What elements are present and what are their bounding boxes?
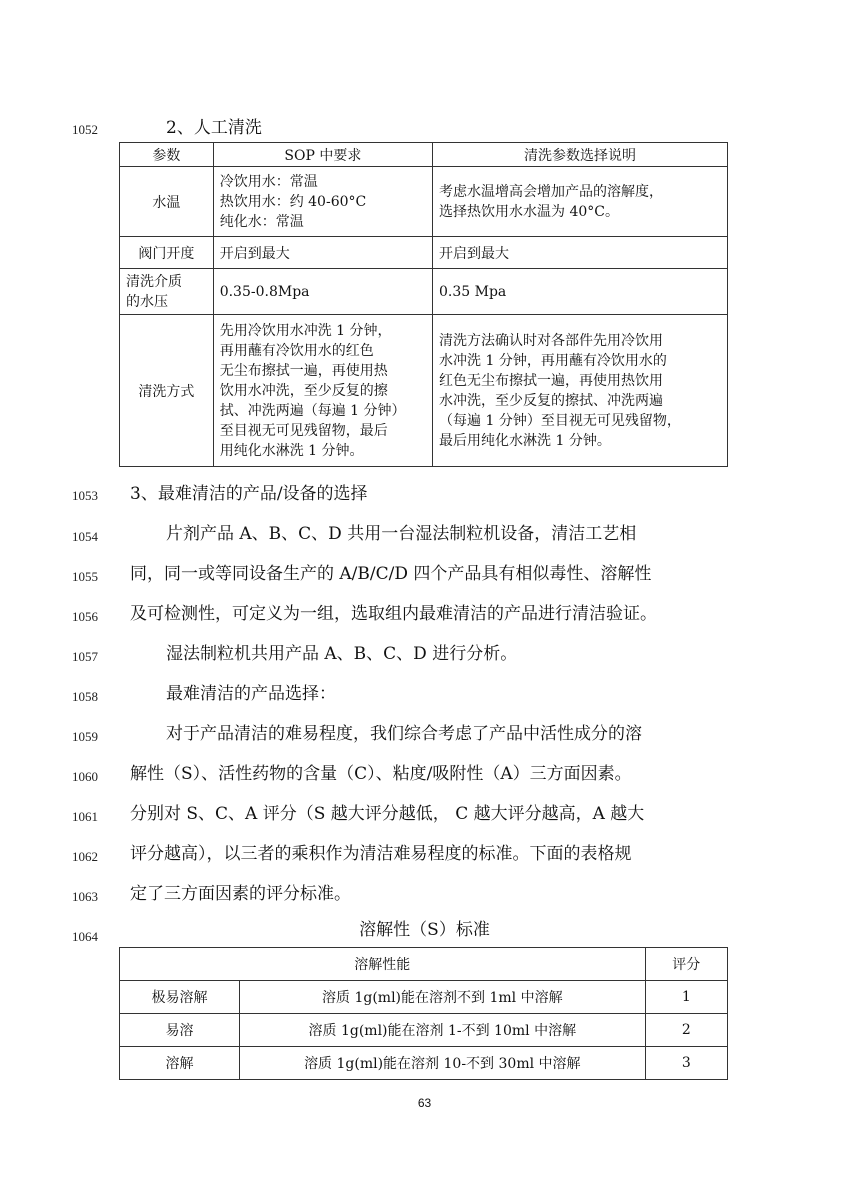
cell-line: 考虑水温增高会增加产品的溶解度， [439, 183, 664, 200]
line-number: 1064 [72, 929, 98, 944]
paragraph-line: 评分越高），以三者的乘积作为清洁难易程度的标准。下面的表格规 [130, 844, 632, 864]
note-cell: 0.35 Mpa [433, 269, 728, 315]
line-number: 1056 [72, 609, 98, 624]
cleaning-parameters-table [119, 142, 728, 467]
header-cell: SOP 中要求 [213, 143, 432, 167]
cell-line: 无尘布擦拭一遍，再使用热 [219, 362, 388, 379]
paragraph-line: 及可检测性，可定义为一组，选取组内最难清洁的产品进行清洁验证。 [130, 604, 657, 624]
line-number: 1061 [72, 809, 98, 824]
param-cell: 清洗方式 [120, 315, 214, 467]
table-caption: 溶解性（S）标准 [359, 920, 490, 940]
line-number: 1062 [72, 849, 98, 864]
cell-line: 清洗方法确认时对各部件先用冷饮用 [439, 332, 664, 349]
header-cell: 参数 [120, 143, 214, 167]
table-row [120, 1047, 728, 1080]
cell-line: 水冲洗，至少反复的擦拭、冲洗两遍 [439, 392, 664, 409]
note-cell: 开启到最大 [433, 237, 728, 269]
paragraph-line: 分别对 S、C、A 评分（S 越大评分越低， C 越大评分越高，A 越大 [130, 804, 645, 824]
line-number: 1059 [72, 729, 98, 744]
param-cell [120, 269, 214, 315]
page-number: 63 [417, 1096, 432, 1110]
desc-cell: 溶质 1g(ml)能在溶剂 1-不到 10ml 中溶解 [240, 1014, 646, 1047]
line-number: 1054 [72, 529, 98, 544]
line-number: 1063 [72, 889, 98, 904]
cell-line: 红色无尘布擦拭一遍，再使用热饮用 [439, 372, 664, 389]
line-number: 1055 [72, 569, 98, 584]
cell-line: 冷饮用水：常温 [219, 173, 318, 190]
desc-cell: 溶质 1g(ml)能在溶剂不到 1ml 中溶解 [240, 981, 646, 1014]
cell-line: 最后用纯化水淋洗 1 分钟。 [439, 432, 611, 449]
cell-line: 热饮用水：约 40-60°C [219, 193, 367, 210]
header-cell: 清洗参数选择说明 [433, 143, 728, 167]
score-cell: 2 [645, 1014, 727, 1047]
param-cell: 水温 [120, 167, 214, 237]
cell-line: 纯化水：常温 [219, 213, 304, 230]
cell-line: 至目视无可见残留物，最后 [219, 422, 388, 439]
cell-line: 再用蘸有冷饮用水的红色 [219, 342, 374, 359]
cell-line: 饮用水冲洗，至少反复的擦 [219, 382, 388, 399]
sop-cell [213, 315, 432, 467]
cell-line: 清洗介质 [126, 273, 182, 290]
level-cell: 易溶 [120, 1014, 240, 1047]
paragraph-line: 定了三方面因素的评分标准。 [130, 884, 351, 904]
note-cell [433, 167, 728, 237]
score-cell: 1 [645, 981, 727, 1014]
paragraph-line: 片剂产品 A、B、C、D 共用一台湿法制粒机设备，清洁工艺相 [166, 524, 637, 544]
header-cell: 评分 [645, 948, 727, 981]
cell-line: （每遍 1 分钟）至目视无可见残留物， [439, 412, 681, 429]
line-number: 1060 [72, 769, 98, 784]
score-cell: 3 [645, 1047, 727, 1080]
table-row [120, 269, 728, 315]
level-cell: 极易溶解 [120, 981, 240, 1014]
solubility-table [119, 947, 728, 1080]
line-number: 1058 [72, 689, 98, 704]
paragraph-line: 同，同一或等同设备生产的 A/B/C/D 四个产品具有相似毒性、溶解性 [130, 564, 652, 584]
cell-line: 拭、冲洗两遍（每遍 1 分钟） [219, 402, 406, 419]
line-number: 1053 [72, 488, 98, 503]
table-header-row [120, 948, 728, 981]
table-header-row [120, 143, 728, 167]
line-number: 1057 [72, 649, 98, 664]
table-row [120, 237, 728, 269]
paragraph-line: 湿法制粒机共用产品 A、B、C、D 进行分析。 [166, 644, 518, 664]
cell-line: 的水压 [126, 293, 168, 310]
cell-line: 先用冷饮用水冲洗 1 分钟， [219, 322, 392, 339]
paragraph-line: 解性（S）、活性药物的含量（C）、粘度/吸附性（A）三方面因素。 [130, 764, 632, 784]
sop-cell: 开启到最大 [213, 237, 432, 269]
header-cell: 溶解性能 [120, 948, 646, 981]
table-row [120, 981, 728, 1014]
table-row [120, 167, 728, 237]
table-row [120, 315, 728, 467]
paragraph-line: 最难清洁的产品选择： [166, 684, 336, 704]
section-heading: 3、最难清洁的产品/设备的选择 [130, 484, 368, 504]
cell-line: 选择热饮用水水温为 40°C。 [439, 203, 619, 220]
note-cell [433, 315, 728, 467]
sop-cell [213, 167, 432, 237]
desc-cell: 溶质 1g(ml)能在溶剂 10-不到 30ml 中溶解 [240, 1047, 646, 1080]
paragraph-line: 对于产品清洁的难易程度，我们综合考虑了产品中活性成分的溶 [166, 724, 642, 744]
level-cell: 溶解 [120, 1047, 240, 1080]
table-row [120, 1014, 728, 1047]
line-number: 1052 [72, 122, 98, 137]
cell-line: 用纯化水淋洗 1 分钟。 [219, 442, 364, 459]
sop-cell: 0.35-0.8Mpa [213, 269, 432, 315]
section-heading: 2、人工清洗 [166, 118, 262, 138]
cell-line: 水冲洗 1 分钟，再用蘸有冷饮用水的 [439, 352, 667, 369]
param-cell: 阀门开度 [120, 237, 214, 269]
